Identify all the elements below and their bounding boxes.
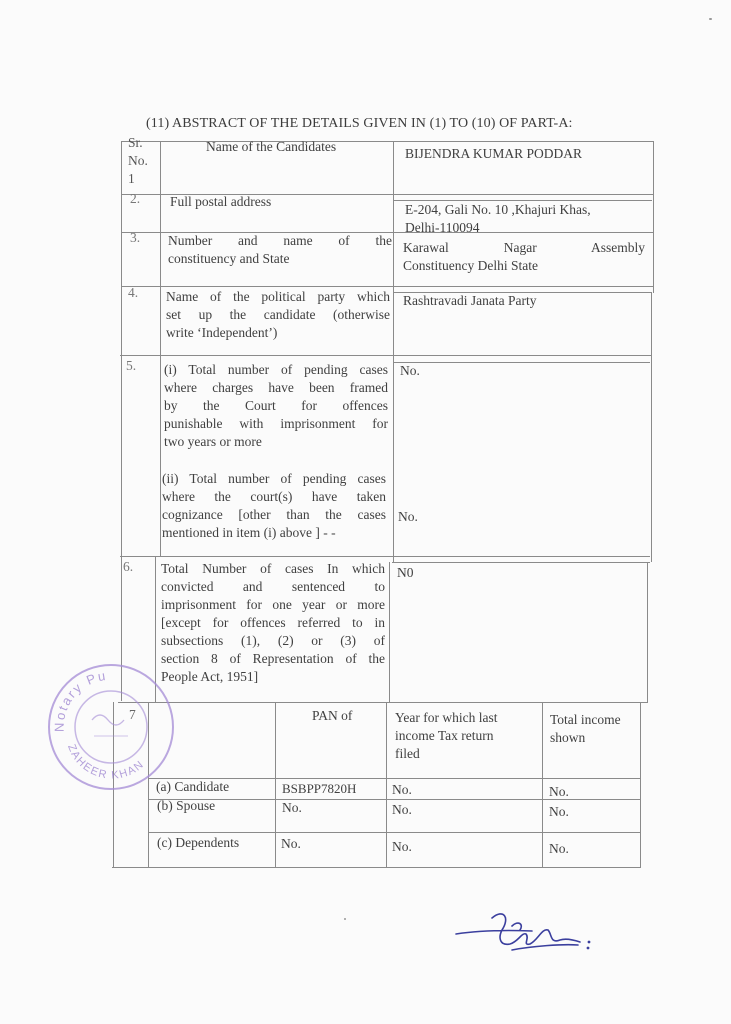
- pending-cases-ii-label: (ii) Total number of pending cases where the court(s) have taken cognizance [other than the cases mentioned in item (i) above ] - -: [162, 471, 386, 540]
- rule: [653, 141, 654, 293]
- party-value: Rashtravadi Janata Party: [403, 293, 537, 308]
- rule: [651, 292, 652, 562]
- section-title: (11) ABSTRACT OF THE DETAILS GIVEN IN (1) TO (10) OF PART-A:: [146, 116, 573, 131]
- scan-speck: [709, 18, 712, 20]
- row-7-number: 7: [129, 707, 136, 722]
- tax-year-header: Year for which last income Tax return filed: [395, 710, 498, 761]
- rule: [542, 702, 543, 868]
- tax-year-value: No.: [392, 839, 412, 854]
- stamp-bottom-text: ZAHEER KHAN: [65, 742, 147, 782]
- row-label: (c) Dependents: [157, 835, 240, 850]
- candidate-name-value: BIJENDRA KUMAR PODDAR: [405, 146, 583, 161]
- convictions-value: N0: [397, 565, 414, 580]
- convictions-label: Total Number of cases In which convicted and sentenced to imprisonment for one year or more [except for offences referred to in subsections (1), (2) or (3) of section 8 of Representation of the People Act, 1951]: [161, 561, 385, 684]
- rule: [120, 355, 652, 356]
- rule: [389, 562, 390, 703]
- sr-number-header: Sr. No. 1: [128, 135, 148, 186]
- total-income-value: No.: [549, 784, 569, 799]
- postal-address-value: E-204, Gali No. 10 ,Khajuri Khas, Delhi-110094: [405, 202, 591, 235]
- stamp-top-text: Notary Pu: [51, 667, 109, 733]
- rule: [120, 556, 650, 557]
- row-5-number: 5.: [126, 358, 137, 373]
- scan-speck: [344, 918, 346, 920]
- constituency-label: Number and name of the constituency and State: [168, 233, 392, 266]
- pending-cases-i-value: No.: [400, 363, 420, 378]
- row-2-number: 2.: [130, 191, 141, 206]
- total-income-value: No.: [549, 841, 569, 856]
- total-income-value: No.: [549, 804, 569, 819]
- pan-value: No.: [281, 836, 301, 851]
- tax-year-value: No.: [392, 782, 412, 797]
- rule: [640, 702, 641, 868]
- rule: [393, 362, 650, 363]
- total-income-header: Total income shown: [550, 712, 621, 745]
- candidate-name-label: Name of the Candidates: [206, 139, 337, 154]
- rule: [386, 702, 387, 868]
- rule: [393, 141, 394, 562]
- rule: [392, 562, 650, 563]
- row-label: (a) Candidate: [156, 779, 230, 794]
- signature-icon: [452, 900, 602, 960]
- rule: [112, 867, 640, 868]
- notary-stamp-icon: [44, 660, 178, 794]
- pan-header: PAN of: [312, 708, 353, 723]
- pan-value: No.: [282, 800, 302, 815]
- rule: [160, 141, 161, 557]
- pending-cases-i-label: (i) Total number of pending cases where charges have been framed by the Court for offences punishable with imprisonment for two years or more: [164, 362, 388, 449]
- rule: [118, 702, 648, 703]
- rule: [275, 702, 276, 868]
- rule: [121, 141, 122, 701]
- rule: [148, 832, 640, 833]
- row-label: (b) Spouse: [157, 798, 216, 813]
- row-4-number: 4.: [128, 285, 139, 300]
- tax-year-value: No.: [392, 802, 412, 817]
- rule: [121, 141, 654, 142]
- constituency-value: Karawal Nagar Assembly Constituency Delhi State: [403, 240, 645, 273]
- party-label: Name of the political party which set up the candidate (otherwise write ‘Independent’): [166, 289, 390, 340]
- row-3-number: 3.: [130, 230, 141, 245]
- row-6-number: 6.: [123, 559, 134, 574]
- rule: [121, 286, 654, 287]
- rule: [647, 562, 648, 703]
- svg-text:Notary Pu: [52, 668, 109, 732]
- pending-cases-ii-value: No.: [398, 509, 418, 524]
- postal-address-label: Full postal address: [170, 194, 272, 209]
- pan-value: BSBPP7820H: [282, 781, 357, 796]
